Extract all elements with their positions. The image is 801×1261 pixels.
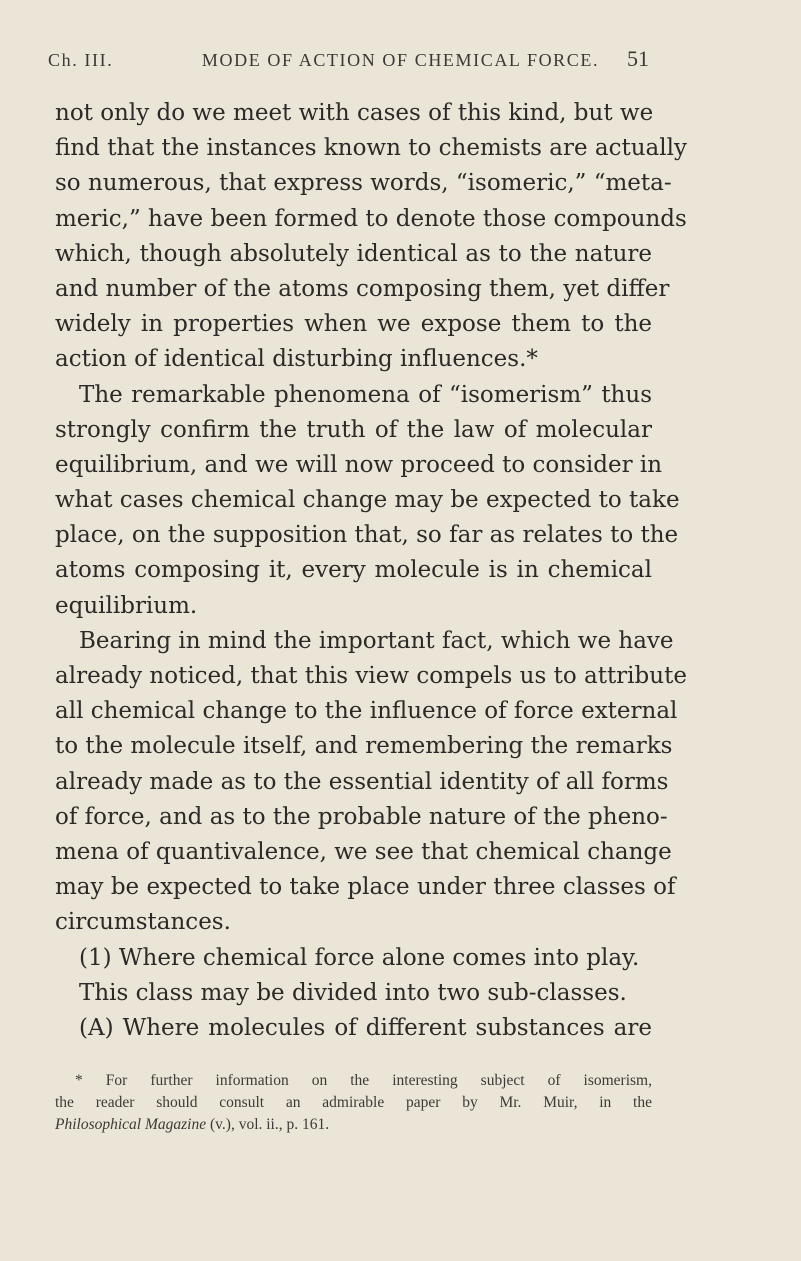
- body-text: [55, 96, 687, 1046]
- page-number: 51: [627, 46, 649, 71]
- text-line: place, on the supposition that, so far as relates to the: [55, 522, 679, 549]
- text-line: all chemical change to the influence of force external: [55, 698, 678, 725]
- text-line: find that the instances known to chemists are actually: [55, 135, 687, 162]
- text-line: already noticed, that this view compels us to attribute: [55, 663, 687, 689]
- footnote: [55, 1070, 652, 1136]
- running-head: [48, 50, 651, 78]
- text-line: circumstances.: [55, 909, 231, 936]
- chapter-label: Ch. III.: [48, 50, 114, 70]
- text-line: not only do we meet with cases of this kind, but we: [55, 100, 654, 126]
- text-line: of force, and as to the probable nature of the pheno-: [55, 803, 668, 830]
- text-line: so numerous, that express words, “isomeric,” “meta-: [55, 170, 672, 197]
- citation-detail: (v.), vol. ii., p. 161.: [206, 1116, 330, 1133]
- text-line: This class may be divided into two sub-classes.: [79, 979, 627, 1006]
- text-line: which, though absolutely identical as to the nature: [55, 240, 652, 267]
- text-line: and number of the atoms composing them, yet differ: [55, 275, 670, 302]
- text-line: mena of quantivalence, we see that chemical change: [55, 838, 672, 865]
- journal-title: Philosophical Magazine: [55, 1116, 207, 1133]
- text-line: equilibrium, and we will now proceed to consider in: [55, 451, 663, 478]
- text-line: what cases chemical change may be expected to take: [55, 487, 680, 514]
- text-line: may be expected to take place under three classes of: [55, 874, 676, 901]
- footnote-line: [55, 1114, 652, 1136]
- text-line: meric,” have been formed to denote those compounds: [55, 205, 687, 232]
- text-line: action of identical disturbing influences.*: [55, 346, 538, 373]
- text-line: equilibrium.: [55, 592, 198, 619]
- text-line: (A) Where molecules of different substances are: [79, 1014, 652, 1041]
- text-line: (1) Where chemical force alone comes into play.: [79, 944, 640, 971]
- footnote-line: * For further information on the interesting subject of isomerism,: [75, 1072, 652, 1089]
- text-line: Bearing in mind the important fact, which we have: [79, 627, 674, 654]
- text-line: strongly confirm the truth of the law of molecular: [55, 416, 652, 443]
- text-line: already made as to the essential identity of all forms: [55, 768, 669, 795]
- text-line: to the molecule itself, and remembering the remarks: [55, 733, 673, 760]
- text-line: atoms composing it, every molecule is in chemical: [55, 557, 652, 584]
- text-line: The remarkable phenomena of “isomerism” thus: [79, 381, 652, 408]
- footnote-line: the reader should consult an admirable paper by Mr. Muir, in the: [55, 1094, 652, 1111]
- text-line: widely in properties when we expose them to the: [55, 311, 652, 338]
- chapter-title: MODE OF ACTION OF CHEMICAL FORCE.: [201, 50, 600, 70]
